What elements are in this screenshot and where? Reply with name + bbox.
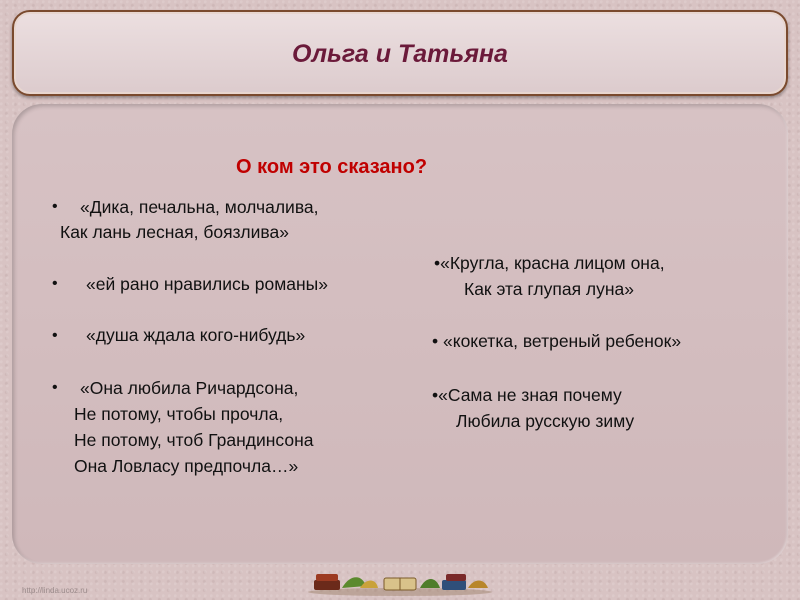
bullet: •	[52, 198, 58, 215]
left-quote-4-line-4: Она Ловласу предпочла…»	[74, 456, 299, 476]
right-quote-3-line-2: Любила русскую зиму	[456, 411, 635, 431]
bullet: •	[52, 275, 58, 292]
bullet: •	[52, 327, 58, 344]
right-quote-2-line-1: • «кокетка, ветреный ребенок»	[432, 331, 682, 351]
slide-title: Ольга и Татьяна	[292, 40, 508, 68]
left-quote-3-line-1: «душа ждала кого-нибудь»	[86, 325, 306, 345]
books-and-leaves-icon	[300, 568, 500, 596]
bullet: •	[52, 379, 58, 396]
right-quote-1-line-2: Как эта глупая луна»	[464, 279, 635, 299]
footer-url: http://linda.ucoz.ru	[22, 586, 88, 595]
left-quote-2-line-1: «ей рано нравились романы»	[86, 274, 328, 294]
right-quote-3-line-1: •«Сама не зная почему	[432, 385, 622, 405]
right-quote-1-line-1: •«Кругла, красна лицом она,	[434, 253, 665, 273]
left-quote-4-line-3: Не потому, чтоб Грандинсона	[74, 430, 314, 450]
title-bar	[12, 10, 788, 96]
left-quote-4-line-1: «Она любила Ричардсона,	[80, 378, 299, 398]
question-heading: О ком это сказано?	[236, 156, 428, 178]
left-quote-4-line-2: Не потому, чтобы прочла,	[74, 404, 284, 424]
left-quote-1-line-1: «Дика, печальна, молчалива,	[80, 197, 319, 217]
left-quote-1-line-2: Как лань лесная, боязлива»	[60, 222, 289, 242]
